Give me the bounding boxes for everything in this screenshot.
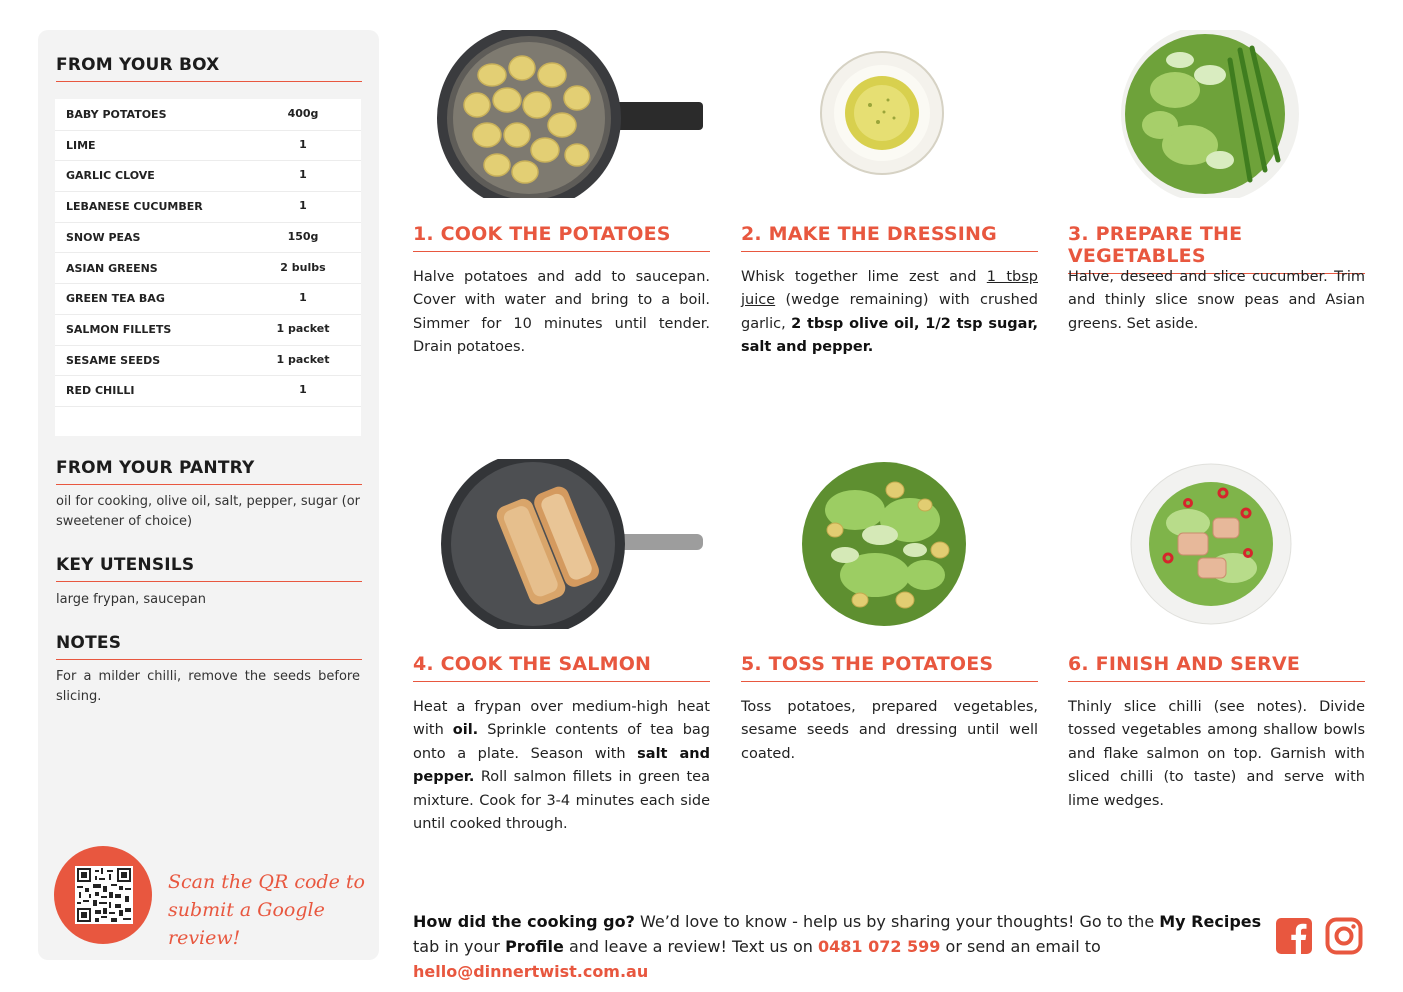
footer-text-3: and leave a review! Text us on bbox=[563, 937, 818, 956]
ingredient-quantity: 1 bbox=[299, 168, 307, 182]
step-1-title: 1. COOK THE POTATOES bbox=[413, 223, 710, 252]
ingredient-quantity: 1 packet bbox=[276, 352, 330, 366]
instruction-text: Halve potatoes and add to saucepan. Cover with water and bring to a boil. Simmer for 10 minutes until tender. Drain potatoes. bbox=[413, 269, 710, 356]
from-your-pantry-heading: FROM YOUR PANTRY bbox=[56, 458, 362, 485]
ingredient-row bbox=[55, 222, 361, 254]
step2-image-dressing-bowl bbox=[818, 50, 946, 176]
ingredient-row bbox=[55, 375, 361, 407]
step6-image-finished-dish bbox=[1128, 463, 1294, 625]
ingredient-name: BABY POTATOES bbox=[66, 108, 167, 121]
ingredient-quantity: 2 bulbs bbox=[280, 260, 326, 274]
ingredient-row bbox=[55, 130, 361, 162]
step4-image-salmon-in-frypan bbox=[441, 459, 703, 629]
ingredient-name: SNOW PEAS bbox=[66, 230, 141, 244]
ingredient-row bbox=[55, 253, 361, 285]
ingredient-row bbox=[55, 191, 361, 223]
footer-text-1: We’d love to know - help us by sharing your thoughts! Go to the bbox=[634, 912, 1160, 931]
step-3-instructions bbox=[1068, 266, 1365, 336]
facebook-icon[interactable] bbox=[1275, 917, 1313, 955]
step-5-instructions bbox=[741, 696, 1038, 766]
ingredient-name: RED CHILLI bbox=[66, 384, 135, 398]
footer-text-4: or send an email to bbox=[940, 937, 1101, 956]
instruction-text: Heat a frypan over medium-high heat with bbox=[413, 699, 710, 739]
bold-ingredient-text: salt and pepper. bbox=[413, 745, 710, 786]
step-4-title: 4. COOK THE SALMON bbox=[413, 653, 710, 682]
key-utensils-heading: KEY UTENSILS bbox=[56, 555, 362, 582]
from-your-box-heading: FROM YOUR BOX bbox=[56, 55, 362, 82]
instruction-text: Whisk together lime zest and bbox=[741, 269, 987, 285]
ingredient-quantity: 1 bbox=[299, 137, 307, 151]
ingredient-row bbox=[55, 99, 361, 131]
ingredient-name: GREEN TEA BAG bbox=[66, 292, 165, 306]
step-5-title: 5. TOSS THE POTATOES bbox=[741, 653, 1038, 682]
sidebar bbox=[38, 30, 379, 960]
ingredient-quantity: 150g bbox=[287, 229, 319, 243]
qr-caption bbox=[168, 868, 368, 952]
instruction-text: Halve, deseed and slice cucumber. Trim and thinly slice snow peas and Asian greens. Set aside. bbox=[1068, 269, 1365, 332]
notes-heading: NOTES bbox=[56, 633, 362, 660]
bold-ingredient-text: 2 tbsp olive oil, 1/2 tsp sugar, salt and pepper. bbox=[741, 315, 1038, 356]
instruction-text: Sprinkle contents of tea bag onto a plate. Season with bbox=[413, 722, 711, 762]
ingredient-name: LEBANESE CUCUMBER bbox=[66, 200, 203, 214]
step1-image-potatoes-in-saucepan bbox=[437, 30, 703, 198]
pantry-text: oil for cooking, olive oil, salt, pepper, sugar (or sweetener of choice) bbox=[56, 494, 360, 529]
profile-label: Profile bbox=[505, 937, 564, 956]
step-6-instructions bbox=[1068, 696, 1365, 813]
step5-image-tossed-salad bbox=[800, 460, 968, 628]
step-6-title: 6. FINISH AND SERVE bbox=[1068, 653, 1365, 682]
review-footer bbox=[413, 909, 1263, 984]
instagram-icon[interactable] bbox=[1325, 917, 1363, 955]
footer-text-2: tab in your bbox=[413, 937, 506, 956]
ingredient-quantity: 1 packet bbox=[276, 321, 330, 335]
bold-ingredient-text: oil. bbox=[452, 722, 479, 739]
ingredient-row bbox=[55, 283, 361, 315]
instruction-text: (wedge remaining) with crushed garlic, bbox=[741, 292, 1038, 332]
ingredient-row bbox=[55, 314, 361, 346]
step-1-instructions bbox=[413, 266, 710, 360]
instruction-text: Toss potatoes, prepared vegetables, sesame seeds and dressing until well coated. bbox=[741, 699, 1038, 762]
ingredient-name: ASIAN GREENS bbox=[66, 261, 158, 275]
ingredient-quantity: 1 bbox=[299, 199, 307, 213]
qr-code-icon[interactable] bbox=[75, 866, 133, 924]
step-3-title: 3. PREPARE THE VEGETABLES bbox=[1068, 223, 1365, 274]
phone-link[interactable]: 0481 072 599 bbox=[817, 937, 941, 956]
instruction-text: Roll salmon fillets in green tea mixture. Cook for 3-4 minutes each side until cooked through. bbox=[413, 769, 710, 833]
ingredient-name: SALMON FILLETS bbox=[66, 322, 172, 336]
qr-caption-line2: submit a Google review! bbox=[168, 899, 325, 949]
instruction-text: Thinly slice chilli (see notes). Divide tossed vegetables among shallow bowls and flake salmon on top. Garnish with sliced chilli (to taste) and serve with lime wedges. bbox=[1068, 699, 1365, 809]
ingredient-quantity: 400g bbox=[287, 107, 319, 120]
step-4-instructions bbox=[413, 696, 710, 836]
step-2-instructions bbox=[741, 266, 1038, 360]
step-2-title: 2. MAKE THE DRESSING bbox=[741, 223, 1038, 252]
ingredient-name: GARLIC CLOVE bbox=[66, 169, 155, 183]
underlined-text: 1 tbsp juice bbox=[741, 269, 1038, 309]
ingredient-quantity: 1 bbox=[299, 291, 307, 305]
qr-badge[interactable] bbox=[54, 846, 152, 944]
qr-caption-line1: Scan the QR code to bbox=[168, 871, 365, 893]
my-recipes-label: My Recipes bbox=[1159, 912, 1262, 931]
ingredient-row bbox=[55, 160, 361, 192]
footer-question: How did the cooking go? bbox=[413, 912, 635, 931]
email-link[interactable]: hello@dinnertwist.com.au bbox=[413, 962, 649, 981]
ingredient-name: LIME bbox=[66, 138, 96, 152]
ingredient-quantity: 1 bbox=[299, 383, 307, 397]
step3-image-sliced-vegetables bbox=[1120, 30, 1300, 198]
ingredient-name: SESAME SEEDS bbox=[66, 353, 161, 367]
utensils-text: large frypan, saucepan bbox=[56, 592, 206, 607]
notes-text: For a milder chilli, remove the seeds before slicing. bbox=[56, 669, 360, 704]
ingredients-table bbox=[55, 99, 361, 436]
ingredient-row bbox=[55, 345, 361, 377]
